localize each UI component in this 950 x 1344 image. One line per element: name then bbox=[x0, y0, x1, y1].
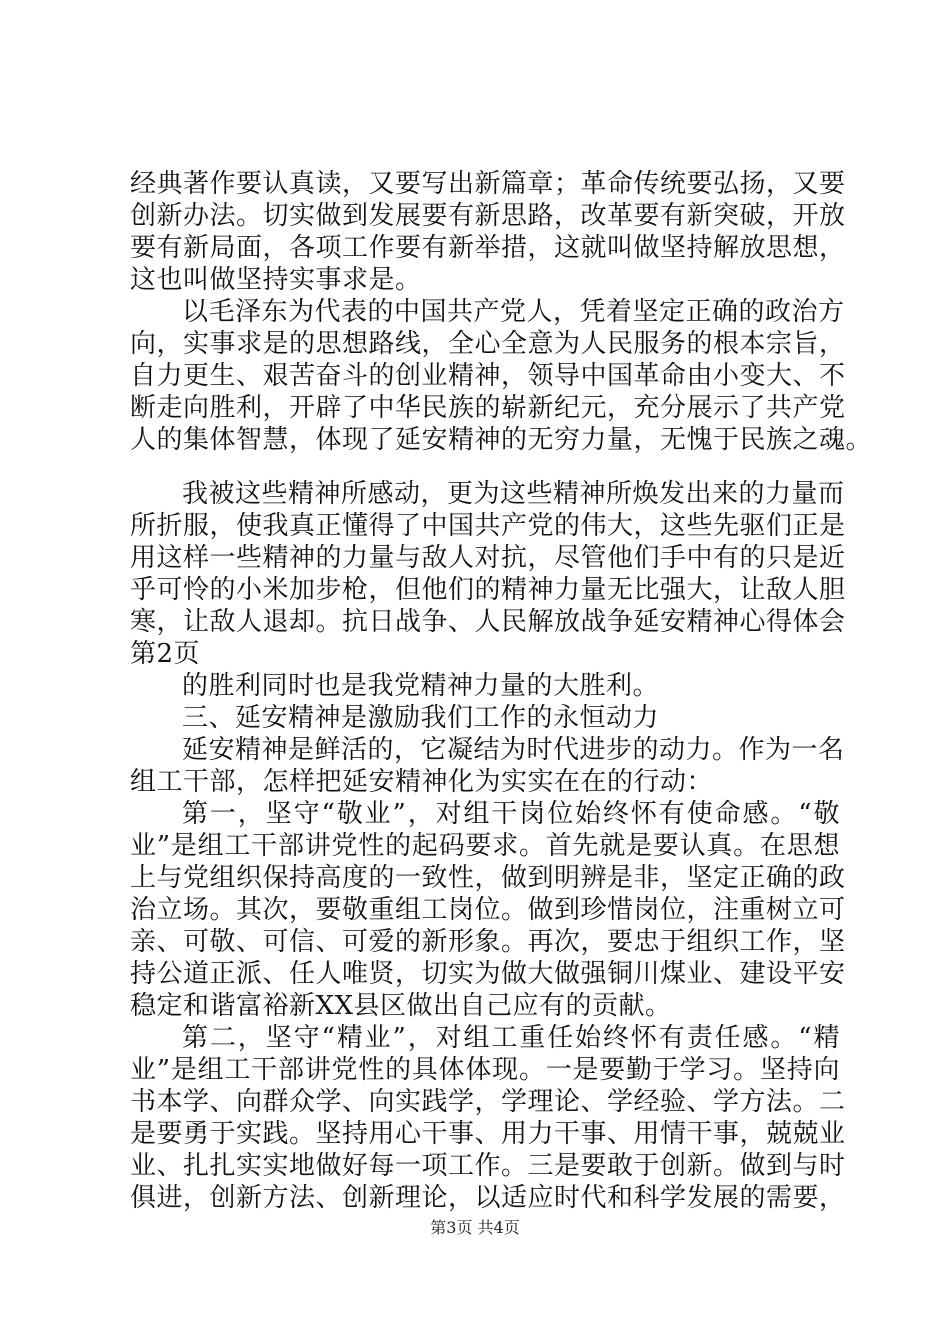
text-line: 要有新局面，各项工作要有新举措，这就叫做坚持解放思想， bbox=[130, 233, 846, 263]
text-line: 所折服，使我真正懂得了中国共产党的伟大，这些先驱们正是 bbox=[130, 511, 846, 541]
text-line: 上与党组织保持高度的一致性，做到明辨是非，坚定正确的政 bbox=[130, 863, 846, 893]
text-line: 自力更生、艰苦奋斗的创业精神，领导中国革命由小变大、不 bbox=[130, 361, 846, 391]
paragraph-start-line: 以毛泽东为代表的中国共产党人，凭着坚定正确的政治方 bbox=[182, 297, 845, 327]
paragraph-start-line: 第二，坚守“精业”，对组工重任始终怀有责任感。“精 bbox=[182, 1023, 840, 1053]
document-body bbox=[130, 168, 873, 1214]
text-line: 亲、可敬、可信、可爱的新形象。再次，要忠于组织工作，坚 bbox=[130, 927, 846, 957]
text-line: 是要勇于实践。坚持用心干事、用力干事、用情干事，兢兢业 bbox=[130, 1119, 846, 1149]
text-line: 业”是组工干部讲党性的具体体现。一是要勤于学习。坚持向 bbox=[130, 1055, 840, 1085]
text-line: 创新办法。切实做到发展要有新思路，改革要有新突破，开放 bbox=[130, 201, 846, 231]
text-line: 俱进，创新方法、创新理论，以适应时代和科学发展的需要， bbox=[130, 1183, 846, 1213]
text-line: 业”是组工干部讲党性的起码要求。首先就是要认真。在思想 bbox=[130, 831, 840, 861]
text-line: 用这样一些精神的力量与敌人对抗，尽管他们手中有的只是近 bbox=[130, 543, 846, 573]
text-line: 这也叫做坚持实事求是。 bbox=[130, 265, 422, 295]
paragraph-start-line: 延安精神是鲜活的，它凝结为时代进步的动力。作为一名 bbox=[182, 735, 845, 765]
text-line: 断走向胜利，开辟了中华民族的崭新纪元，充分展示了共产党 bbox=[130, 393, 846, 423]
text-line: 的胜利同时也是我党精神力量的大胜利。 bbox=[182, 671, 660, 701]
text-line: 稳定和谐富裕新XX县区做出自己应有的贡献。 bbox=[130, 991, 672, 1021]
text-line: 书本学、向群众学、向实践学，学理论、学经验、学方法。二 bbox=[130, 1087, 846, 1117]
text-line: 人的集体智慧，体现了延安精神的无穷力量，无愧于民族之魂。 bbox=[130, 425, 873, 455]
paragraph-start-line: 第一，坚守“敬业”，对组干岗位始终怀有使命感。“敬 bbox=[182, 799, 840, 829]
page-number-footer: 第3页 共4页 bbox=[430, 1218, 520, 1237]
text-line: 寒，让敌人退却。抗日战争、人民解放战争延安精神心得体会 bbox=[130, 607, 846, 637]
paragraph-start-line: 我被这些精神所感动，更为这些精神所焕发出来的力量而 bbox=[182, 479, 845, 509]
text-line: 经典著作要认真读，又要写出新篇章；革命传统要弘扬，又要 bbox=[130, 169, 846, 199]
inline-page-marker: 第2页 bbox=[130, 639, 201, 669]
text-line: 乎可怜的小米加步枪，但他们的精神力量无比强大，让敌人胆 bbox=[130, 575, 846, 605]
text-line: 业、扎扎实实地做好每一项工作。三是要敢于创新。做到与时 bbox=[130, 1151, 846, 1181]
section-heading: 三、延安精神是激励我们工作的永恒动力 bbox=[182, 703, 660, 733]
text-line: 向，实事求是的思想路线，全心全意为人民服务的根本宗旨， bbox=[130, 329, 846, 359]
text-line: 持公道正派、任人唯贤，切实为做大做强铜川煤业、建设平安 bbox=[130, 959, 846, 989]
text-line: 组工干部，怎样把延安精神化为实实在在的行动： bbox=[130, 767, 714, 797]
text-line: 治立场。其次，要敬重组工岗位。做到珍惜岗位，注重树立可 bbox=[130, 895, 846, 925]
paragraph-gap bbox=[130, 456, 840, 478]
